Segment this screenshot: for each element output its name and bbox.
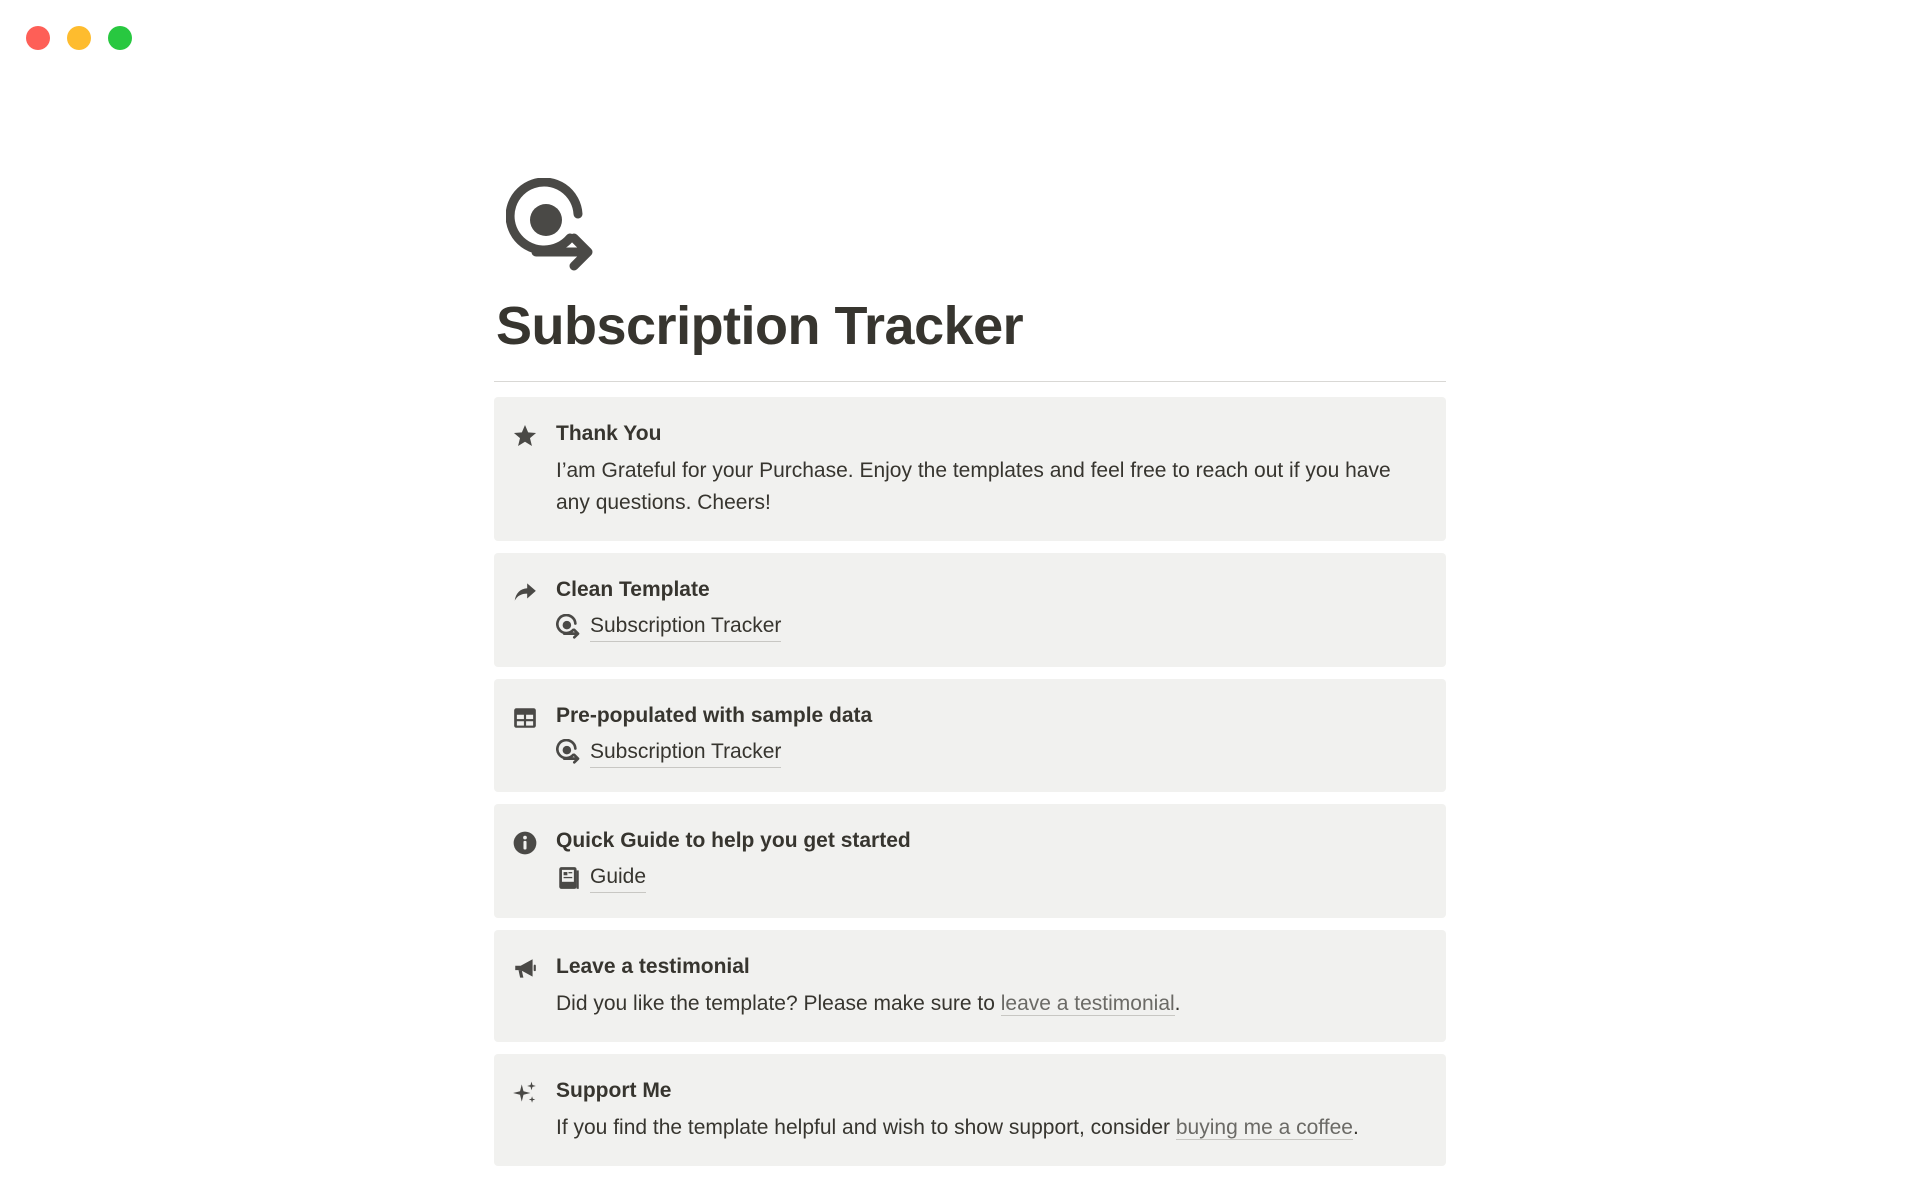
callout-title: Leave a testimonial <box>556 954 750 978</box>
callout-quick-guide <box>494 804 1446 918</box>
text-segment: If you find the template helpful and wish to show support, consider <box>556 1115 1176 1139</box>
callout-title: Clean Template <box>556 578 710 601</box>
guide-book-icon <box>556 865 582 891</box>
window-controls <box>26 26 132 50</box>
callout-body <box>556 1076 1422 1144</box>
callout-title: Pre-populated with sample data <box>556 703 873 727</box>
callout-title: Support Me <box>556 1078 672 1102</box>
page-link-label[interactable]: Subscription Tracker <box>590 737 781 768</box>
sparkles-icon <box>510 1078 540 1108</box>
star-icon <box>510 421 540 451</box>
text-segment: Did you like the template? Please make sure to <box>556 991 1001 1015</box>
buy-coffee-link[interactable]: buying me a coffee <box>1175 1115 1353 1139</box>
callout-sample-data <box>494 679 1446 793</box>
page-link-label[interactable]: Subscription Tracker <box>590 611 781 642</box>
minimize-window-button[interactable] <box>67 26 91 50</box>
callout-body <box>556 952 1422 1020</box>
testimonial-link[interactable]: leave a testimonial <box>1000 991 1175 1015</box>
text-segment: . <box>1174 991 1181 1015</box>
callout-text <box>556 988 1422 1020</box>
divider <box>494 381 1446 382</box>
callout-body <box>556 419 1422 519</box>
callout-body <box>556 701 1422 771</box>
callout-support-me <box>494 1054 1446 1166</box>
table-icon <box>510 703 540 733</box>
subscription-icon <box>556 739 582 765</box>
page-title: Subscription Tracker <box>496 296 1024 356</box>
text-segment: . <box>1352 1115 1359 1139</box>
page-content <box>494 178 1446 1178</box>
page-link-subscription-tracker[interactable] <box>556 611 781 642</box>
subscription-icon[interactable] <box>506 178 602 276</box>
callout-body <box>556 826 1422 896</box>
megaphone-icon <box>510 954 540 984</box>
share-arrow-icon <box>510 577 540 607</box>
callout-thank-you <box>494 397 1446 541</box>
callout-text: I’am Grateful for your Purchase. Enjoy the templates and feel free to reach out if you have any questions. Cheers! <box>556 459 1391 514</box>
callout-text <box>556 1112 1422 1144</box>
subscription-icon <box>556 614 582 640</box>
callout-body <box>556 575 1422 645</box>
page-link-subscription-tracker-sample[interactable] <box>556 737 781 768</box>
page-link-guide[interactable] <box>556 862 646 893</box>
close-window-button[interactable] <box>26 26 50 50</box>
callout-clean-template <box>494 553 1446 667</box>
maximize-window-button[interactable] <box>108 26 132 50</box>
callout-testimonial <box>494 930 1446 1042</box>
page-link-label[interactable]: Guide <box>590 862 646 893</box>
callout-title: Thank You <box>556 422 662 445</box>
callout-title: Quick Guide to help you get started <box>556 829 911 852</box>
info-icon <box>510 828 540 858</box>
